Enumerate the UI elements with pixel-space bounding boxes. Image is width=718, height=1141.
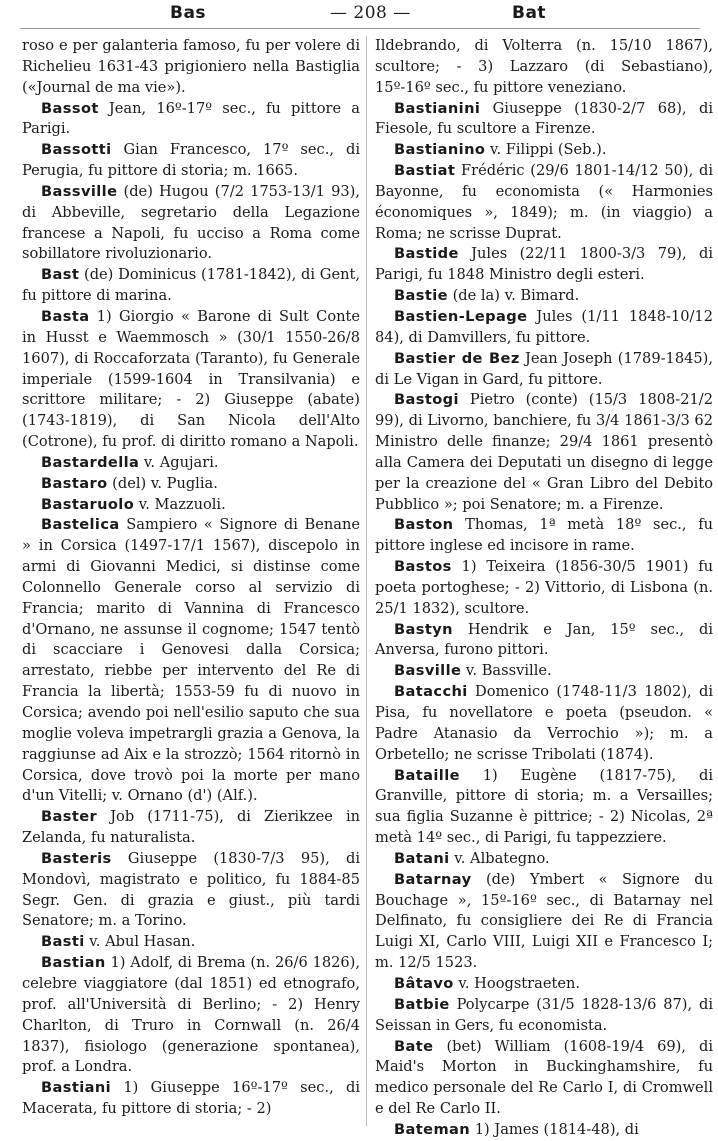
dictionary-entry (22, 953, 360, 1078)
entry-body: v. Abul Hasan. (89, 933, 196, 951)
entry-headword: Baston (394, 516, 454, 534)
entry-headword: Bastian (41, 954, 106, 972)
entry-body: Hendrik e Jan, 15º sec., di Anversa, furono pittori. (375, 620, 714, 659)
left-column (22, 36, 360, 1128)
header-right-guide-word: Bat (512, 3, 547, 23)
entry-headword: Bastos (394, 558, 452, 576)
entry-body: Ildebrando, di Volterra (n. 15/10 1867), scultore; ‑ 3) Lazzaro (di Sebastiano), 15º‑16º sec., fu pittore veneziano. (375, 37, 713, 96)
dictionary-entry (22, 807, 360, 849)
entry-headword: Bastianini (394, 99, 481, 117)
dictionary-entry (22, 453, 360, 474)
dictionary-entry (22, 182, 360, 265)
header-left-guide-word: Bas (170, 3, 207, 23)
dictionary-entry (375, 557, 713, 620)
dictionary-entry (22, 99, 360, 141)
dictionary-entry (22, 307, 360, 453)
entry-body: Gian Francesco, 17º sec., di Perugia, fu pittore di storia; m. 1665. (22, 141, 360, 180)
entry-headword: Bateman (394, 1120, 471, 1138)
dictionary-entry (22, 849, 360, 932)
entry-headword: Bastelica (41, 516, 120, 534)
entry-headword: Bastien‑Lepage (394, 307, 528, 325)
entry-headword: Bassville (41, 182, 118, 200)
dictionary-entry (375, 849, 713, 870)
entry-body: Thomas, 1ª metà 18º sec., fu pittore inglese ed incisore in rame. (375, 516, 713, 555)
column-separator (366, 36, 367, 1126)
entry-body: v. Mazzuoli. (138, 495, 226, 513)
dictionary-entry (375, 1120, 713, 1141)
entry-body: 1) Eugène (1817‑75), di Granville, pittore di storia; m. a Versailles; sua figlia Suzanne è pittrice; ‑ 2) Nicolas, 2ª metà 14º sec., di Parigi, fu tappezziere. (375, 766, 713, 847)
dictionary-entry (375, 515, 713, 557)
dictionary-entry (375, 244, 713, 286)
entry-body: Jules (1/11 1848‑10/12 84), di Damvillers, fu pittore. (375, 307, 713, 346)
entry-headword: Batani (394, 849, 450, 867)
header-rule (20, 28, 700, 29)
dictionary-entry (375, 766, 713, 849)
entry-body: Job (1711‑75), di Zierikzee in Zelanda, fu naturalista. (22, 808, 361, 847)
entry-headword: Bastaro (41, 474, 108, 492)
right-column (375, 36, 714, 1138)
dictionary-entry (375, 974, 713, 995)
dictionary-entry (375, 286, 713, 307)
dictionary-entry (22, 36, 360, 99)
entry-body: (de la) v. Bimard. (452, 287, 580, 305)
entry-headword: Bastaruolo (41, 495, 135, 513)
entry-headword: Bastogi (394, 391, 459, 409)
entry-headword: Basti (41, 933, 85, 951)
dictionary-entry (22, 265, 360, 307)
entry-headword: Batarnay (394, 870, 472, 888)
entry-headword: Basta (41, 307, 90, 325)
dictionary-entry (375, 307, 713, 349)
dictionary-entry (375, 161, 713, 244)
entry-body: Frédéric (29/6 1801‑14/12 50), di Bayonne, fu economista (« Harmonies économiques », 1849); m. (in viaggio) a Roma; ne scrisse Duprat. (375, 162, 713, 242)
entry-body: (de) Hugou (7/2 1753‑13/1 93), di Abbeville, segretario della Legazione francese a Napoli, fu ucciso a Roma come sobillatore rivoluzionario. (22, 182, 360, 263)
dictionary-entry (375, 349, 713, 391)
entry-headword: Bastiani (41, 1079, 112, 1097)
entry-body: (del) v. Puglia. (112, 474, 218, 492)
dictionary-entry (375, 390, 713, 515)
entry-body: (de) Dominicus (1781‑1842), di Gent, fu pittore di marina. (22, 266, 360, 305)
dictionary-entry (22, 495, 360, 516)
entry-body: 1) Adolf, di Brema (n. 26/6 1826), celebre viaggiatore (dal 1851) ed etnografo, prof. all'Università di Berlino; ‑ 2) Henry Charlton, di Truro in Cornwall (n. 26/4 1837), fisiologo (generazione spontanea), prof. a Londra. (22, 954, 361, 1076)
entry-body: v. Albategno. (454, 849, 550, 867)
dictionary-entry (375, 36, 713, 99)
dictionary-entry (375, 140, 713, 161)
entry-headword: Bataille (394, 766, 460, 784)
entry-body: 1) Giuseppe 16º‑17º sec., di Macerata, fu pittore di storia; ‑ 2) (22, 1079, 360, 1118)
entry-headword: Bastie (394, 287, 448, 305)
dictionary-entry (375, 870, 713, 974)
dictionary-entry (375, 661, 713, 682)
entry-headword: Bastide (394, 245, 459, 263)
entry-headword: Bate (394, 1037, 434, 1055)
dictionary-entry (22, 515, 360, 807)
entry-body: roso e per galanteria famoso, fu per volere di Richelieu 1631‑43 prigioniero nella Bastiglia («Journal de ma vie»). (22, 37, 360, 96)
entry-headword: Batbie (394, 995, 450, 1013)
entry-body: Giuseppe (1830‑7/3 95), di Mondovì, magistrato e politico, fu 1884‑85 Segr. Gen. di grazia e giust., più tardi Senatore; m. a Torino. (22, 849, 360, 930)
entry-body: 1) James (1814‑48), di (474, 1120, 639, 1138)
dictionary-entry (375, 99, 713, 141)
entry-headword: Bastardella (41, 453, 140, 471)
dictionary-entry (22, 1078, 360, 1120)
page-number: — 208 — (330, 3, 411, 23)
page-header (0, 0, 718, 28)
entry-body: 1) Giorgio « Barone di Sult Conte in Husst e Waemmosch » (30/1 1550‑26/8 1607), di Roccaforzata (Taranto), fu Generale imperiale (1599‑1604 in Transilvania) e scrittore militare; ‑ 2) Giuseppe (abate) (1743‑1819), di San Nicola dell'Alto (Cotrone), fu prof. di diritto romano a Napoli. (22, 307, 361, 451)
entry-headword: Bassot (41, 99, 99, 117)
entry-headword: Bastianino (394, 141, 486, 159)
entry-headword: Basteris (41, 849, 112, 867)
dictionary-entry (22, 140, 360, 182)
dictionary-entry (375, 682, 713, 765)
entry-body: (bet) William (1608‑19/4 69), di Maid's Morton in Buckinghamshire, fu medico personale del Re Carlo I, di Cromwell e del Re Carlo II. (375, 1037, 713, 1118)
entry-body: (de) Ymbert « Signore du Bouchage », 15º‑16º sec., di Batarnay nel Delfinato, fu consigliere dei Re di Francia Luigi XI, Carlo VIII, Luigi XII e Francesco I; m. 12/5 1523. (375, 870, 713, 972)
dictionary-entry (375, 995, 713, 1037)
entry-headword: Bastier de Bez (394, 349, 520, 367)
entry-body: 1) Teixeira (1856‑30/5 1901) fu poeta portoghese; ‑ 2) Vittorio, di Lisbona (n. 25/1 1832), scultore. (375, 558, 713, 617)
entry-headword: Bassotti (41, 141, 112, 159)
entry-body: Pietro (conte) (15/3 1808‑21/2 99), di Livorno, banchiere, fu 3/4 1861‑3/3 62 Ministro delle finanze; 29/4 1861 presentò alla Camera dei Deputati un disegno di legge per la creazione del « Gran Libro del Debito Pubblico »; poi Senatore; m. a Firenze. (375, 391, 713, 513)
dictionary-entry (375, 620, 713, 662)
entry-body: Sampiero « Signore di Benane » in Corsica (1497‑17/1 1567), discepolo in armi di Giovanni Medici, si distinse come Colonnello Generale corso al servizio di Francia; marito di Vannina di Francesco d'Ornano, ne assunse il cognome; 1547 tentò di scacciare i Genovesi dalla Corsica; arrestato, riebbe per intervento del Re di Francia la libertà; 1553‑59 fu di nuovo in Corsica; avendo poi nell'esilio saputo che sua moglie voleva impetrargli grazia a Genova, la raggiunse ad Aix e la strozzò; 1564 ritornò in Corsica, dove trovò poi la morte per mano d'un Vitelli; v. Ornano (d') (Alf.). (22, 516, 360, 805)
entry-body: v. Filippi (Seb.). (489, 141, 607, 159)
entry-headword: Bastiat (394, 162, 456, 180)
entry-headword: Bastyn (394, 620, 453, 638)
dictionary-entry (22, 474, 360, 495)
dictionary-entry (375, 1037, 713, 1120)
entry-body: v. Agujari. (143, 453, 219, 471)
entry-body: Polycarpe (31/5 1828‑13/6 87), di Seissan in Gers, fu economista. (375, 995, 714, 1034)
entry-body: Jean, 16º‑17º sec., fu pittore a Parigi. (22, 99, 360, 138)
entry-body: v. Hoogstraeten. (458, 974, 581, 992)
entry-headword: Bâtavo (394, 974, 454, 992)
entry-body: v. Bassville. (465, 662, 552, 680)
entry-body: Jean Joseph (1789‑1845), di Le Vigan in Gard, fu pittore. (375, 349, 714, 388)
entry-body: Domenico (1748‑11/3 1802), di Pisa, fu novellatore e poeta (pseudon. « Padre Atanasio da Verrochio »); m. a Orbetello; ne scrisse Tribolati (1874). (375, 683, 713, 763)
entry-headword: Baster (41, 808, 98, 826)
entry-headword: Basville (394, 662, 462, 680)
entry-headword: Bast (41, 266, 80, 284)
entry-body: Jules (22/11 1800‑3/3 79), di Parigi, fu 1848 Ministro degli esteri. (375, 245, 713, 284)
entry-body: Giuseppe (1830‑2/7 68), di Fiesole, fu scultore a Firenze. (375, 99, 713, 138)
entry-headword: Batacchi (394, 683, 468, 701)
dictionary-entry (22, 932, 360, 953)
